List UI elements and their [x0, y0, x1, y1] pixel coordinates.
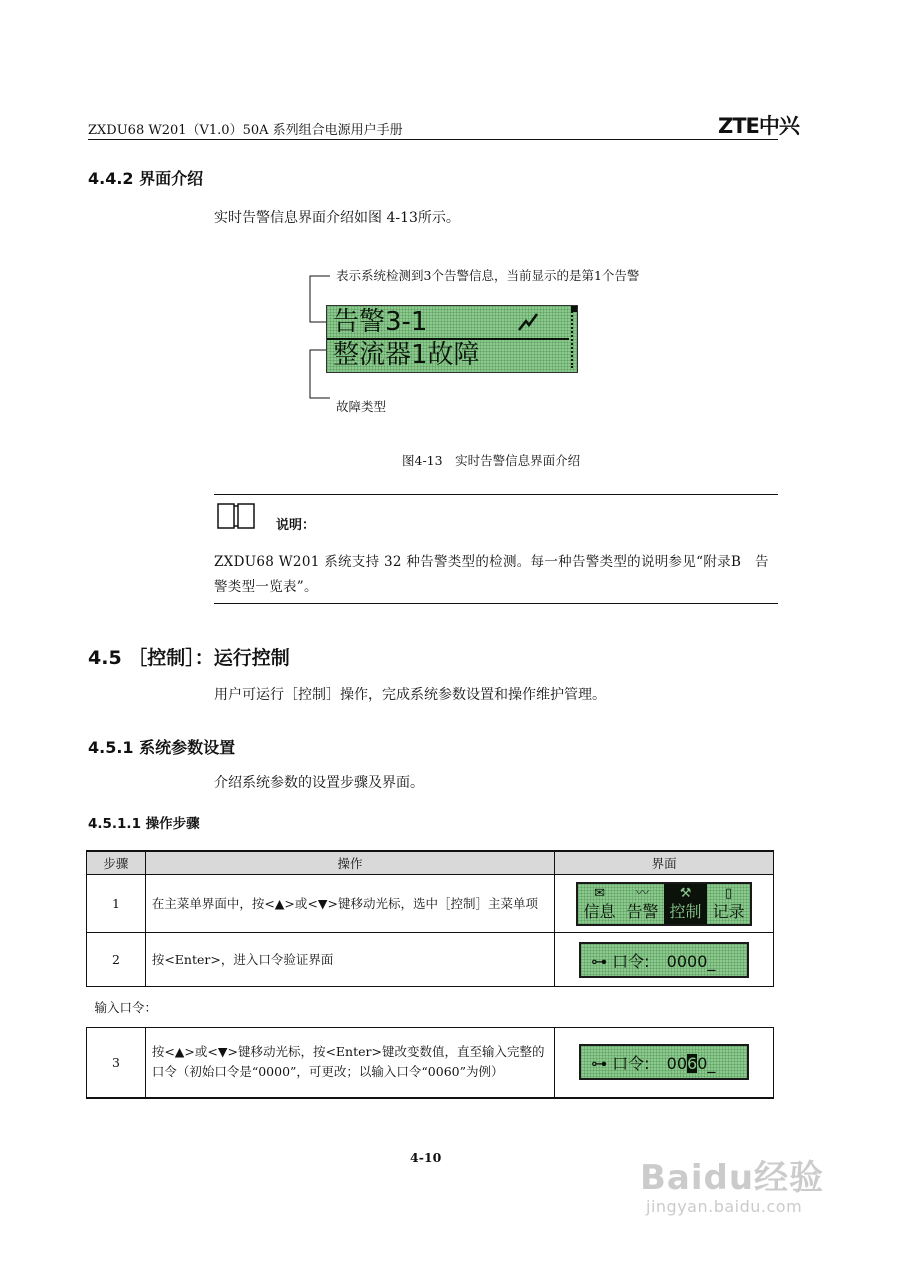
watermark-url: jingyan.baidu.com — [646, 1197, 803, 1216]
section-451-heading: 4.5.1 系统参数设置 — [88, 738, 236, 757]
envelope-icon: ✉ — [594, 885, 606, 901]
col-operation: 操作 — [145, 851, 554, 875]
callout-fault-type: 故障类型 — [336, 399, 387, 414]
table-row-note — [87, 987, 774, 1028]
menu-item-record: ▯ 记录 — [707, 884, 750, 924]
alarm-icon: 〰 — [636, 885, 650, 901]
col-step: 步骤 — [87, 851, 146, 875]
record-icon: ▯ — [724, 885, 733, 901]
step-interface — [555, 933, 774, 987]
step-interface — [555, 1028, 774, 1098]
password-lcd — [579, 942, 749, 978]
input-password-note: 输入口令： — [87, 987, 774, 1028]
section-442-intro: 实时告警信息界面介绍如图 4-13所示。 — [214, 210, 460, 226]
page-number: 4-10 — [410, 1150, 442, 1165]
zte-logo: ZTE中兴 — [718, 114, 799, 138]
lcd-scrollbar — [571, 308, 575, 368]
menu-item-alarm: 〰 告警 — [621, 884, 664, 924]
step-interface — [555, 875, 774, 933]
table-row — [87, 933, 774, 987]
callout-alarm-count: 表示系统检测到3个告警信息，当前显示的是第1个告警 — [336, 268, 640, 283]
password-value: 0000_ — [666, 951, 716, 971]
note-body: ZXDU68 W201 系统支持 32 种告警类型的检测。每一种告警类型的说明参见“附录B 告警类型一览表”。 — [214, 554, 769, 595]
step-operation: 在主菜单界面中，按<▲>或<▼>键移动光标，选中［控制］主菜单项 — [145, 875, 554, 933]
password-lcd-editing — [579, 1044, 749, 1080]
menu-item-control: ⚒ 控制 — [664, 884, 707, 924]
alarm-lightning-icon — [517, 312, 539, 332]
password-label: 口令: — [612, 951, 650, 971]
key-icon: ⊶ — [591, 1054, 608, 1074]
note-bottom-rule — [214, 603, 778, 604]
figure-caption: 图4-13 实时告警信息界面介绍 — [402, 453, 581, 468]
book-icon — [216, 500, 256, 530]
step-operation: 按<Enter>，进入口令验证界面 — [145, 933, 554, 987]
table-header-row — [87, 851, 774, 875]
password-value-after: 0_ — [697, 1054, 716, 1074]
document-title: ZXDU68 W201（V1.0）50A 系列组合电源用户手册 — [88, 123, 403, 138]
step-number: 3 — [87, 1028, 146, 1098]
alarm-lcd-screen — [326, 305, 578, 373]
tools-icon: ⚒ — [679, 885, 692, 901]
password-label: 口令: — [612, 1054, 650, 1074]
step-number: 1 — [87, 875, 146, 933]
table-row — [87, 1028, 774, 1098]
note-top-rule — [214, 494, 778, 495]
main-menu-lcd — [576, 882, 752, 926]
menu-item-info: ✉ 信息 — [578, 884, 621, 924]
note-title: 说明： — [276, 518, 316, 533]
section-45-heading: 4.5 ［控制］：运行控制 — [88, 647, 290, 669]
watermark-brand: Baidu经验 — [640, 1158, 825, 1198]
section-451-intro: 介绍系统参数的设置步骤及界面。 — [214, 775, 424, 791]
col-interface: 界面 — [555, 851, 774, 875]
table-row — [87, 875, 774, 933]
section-45-intro: 用户可运行［控制］操作，完成系统参数设置和操作维护管理。 — [214, 687, 606, 703]
key-icon: ⊶ — [591, 951, 608, 971]
step-operation: 按<▲>或<▼>键移动光标，按<Enter>键改变数值，直至输入完整的口令（初始口令是“0000”，可更改；以输入口令“0060”为例） — [145, 1028, 554, 1098]
lcd-alarm-title: 告警3-1 — [333, 307, 428, 337]
step-number: 2 — [87, 933, 146, 987]
header-divider — [88, 139, 778, 140]
baidu-watermark — [640, 1150, 824, 1216]
section-4511-heading: 4.5.1.1 操作步骤 — [88, 816, 200, 832]
password-cursor-digit: 6 — [687, 1054, 698, 1074]
lcd-fault-text: 整流器1故障 — [333, 340, 480, 370]
steps-table — [86, 850, 774, 1099]
lcd-scroll-thumb — [571, 306, 577, 312]
section-442-heading: 4.4.2 界面介绍 — [88, 169, 204, 188]
password-value-before: 00 — [666, 1054, 688, 1074]
